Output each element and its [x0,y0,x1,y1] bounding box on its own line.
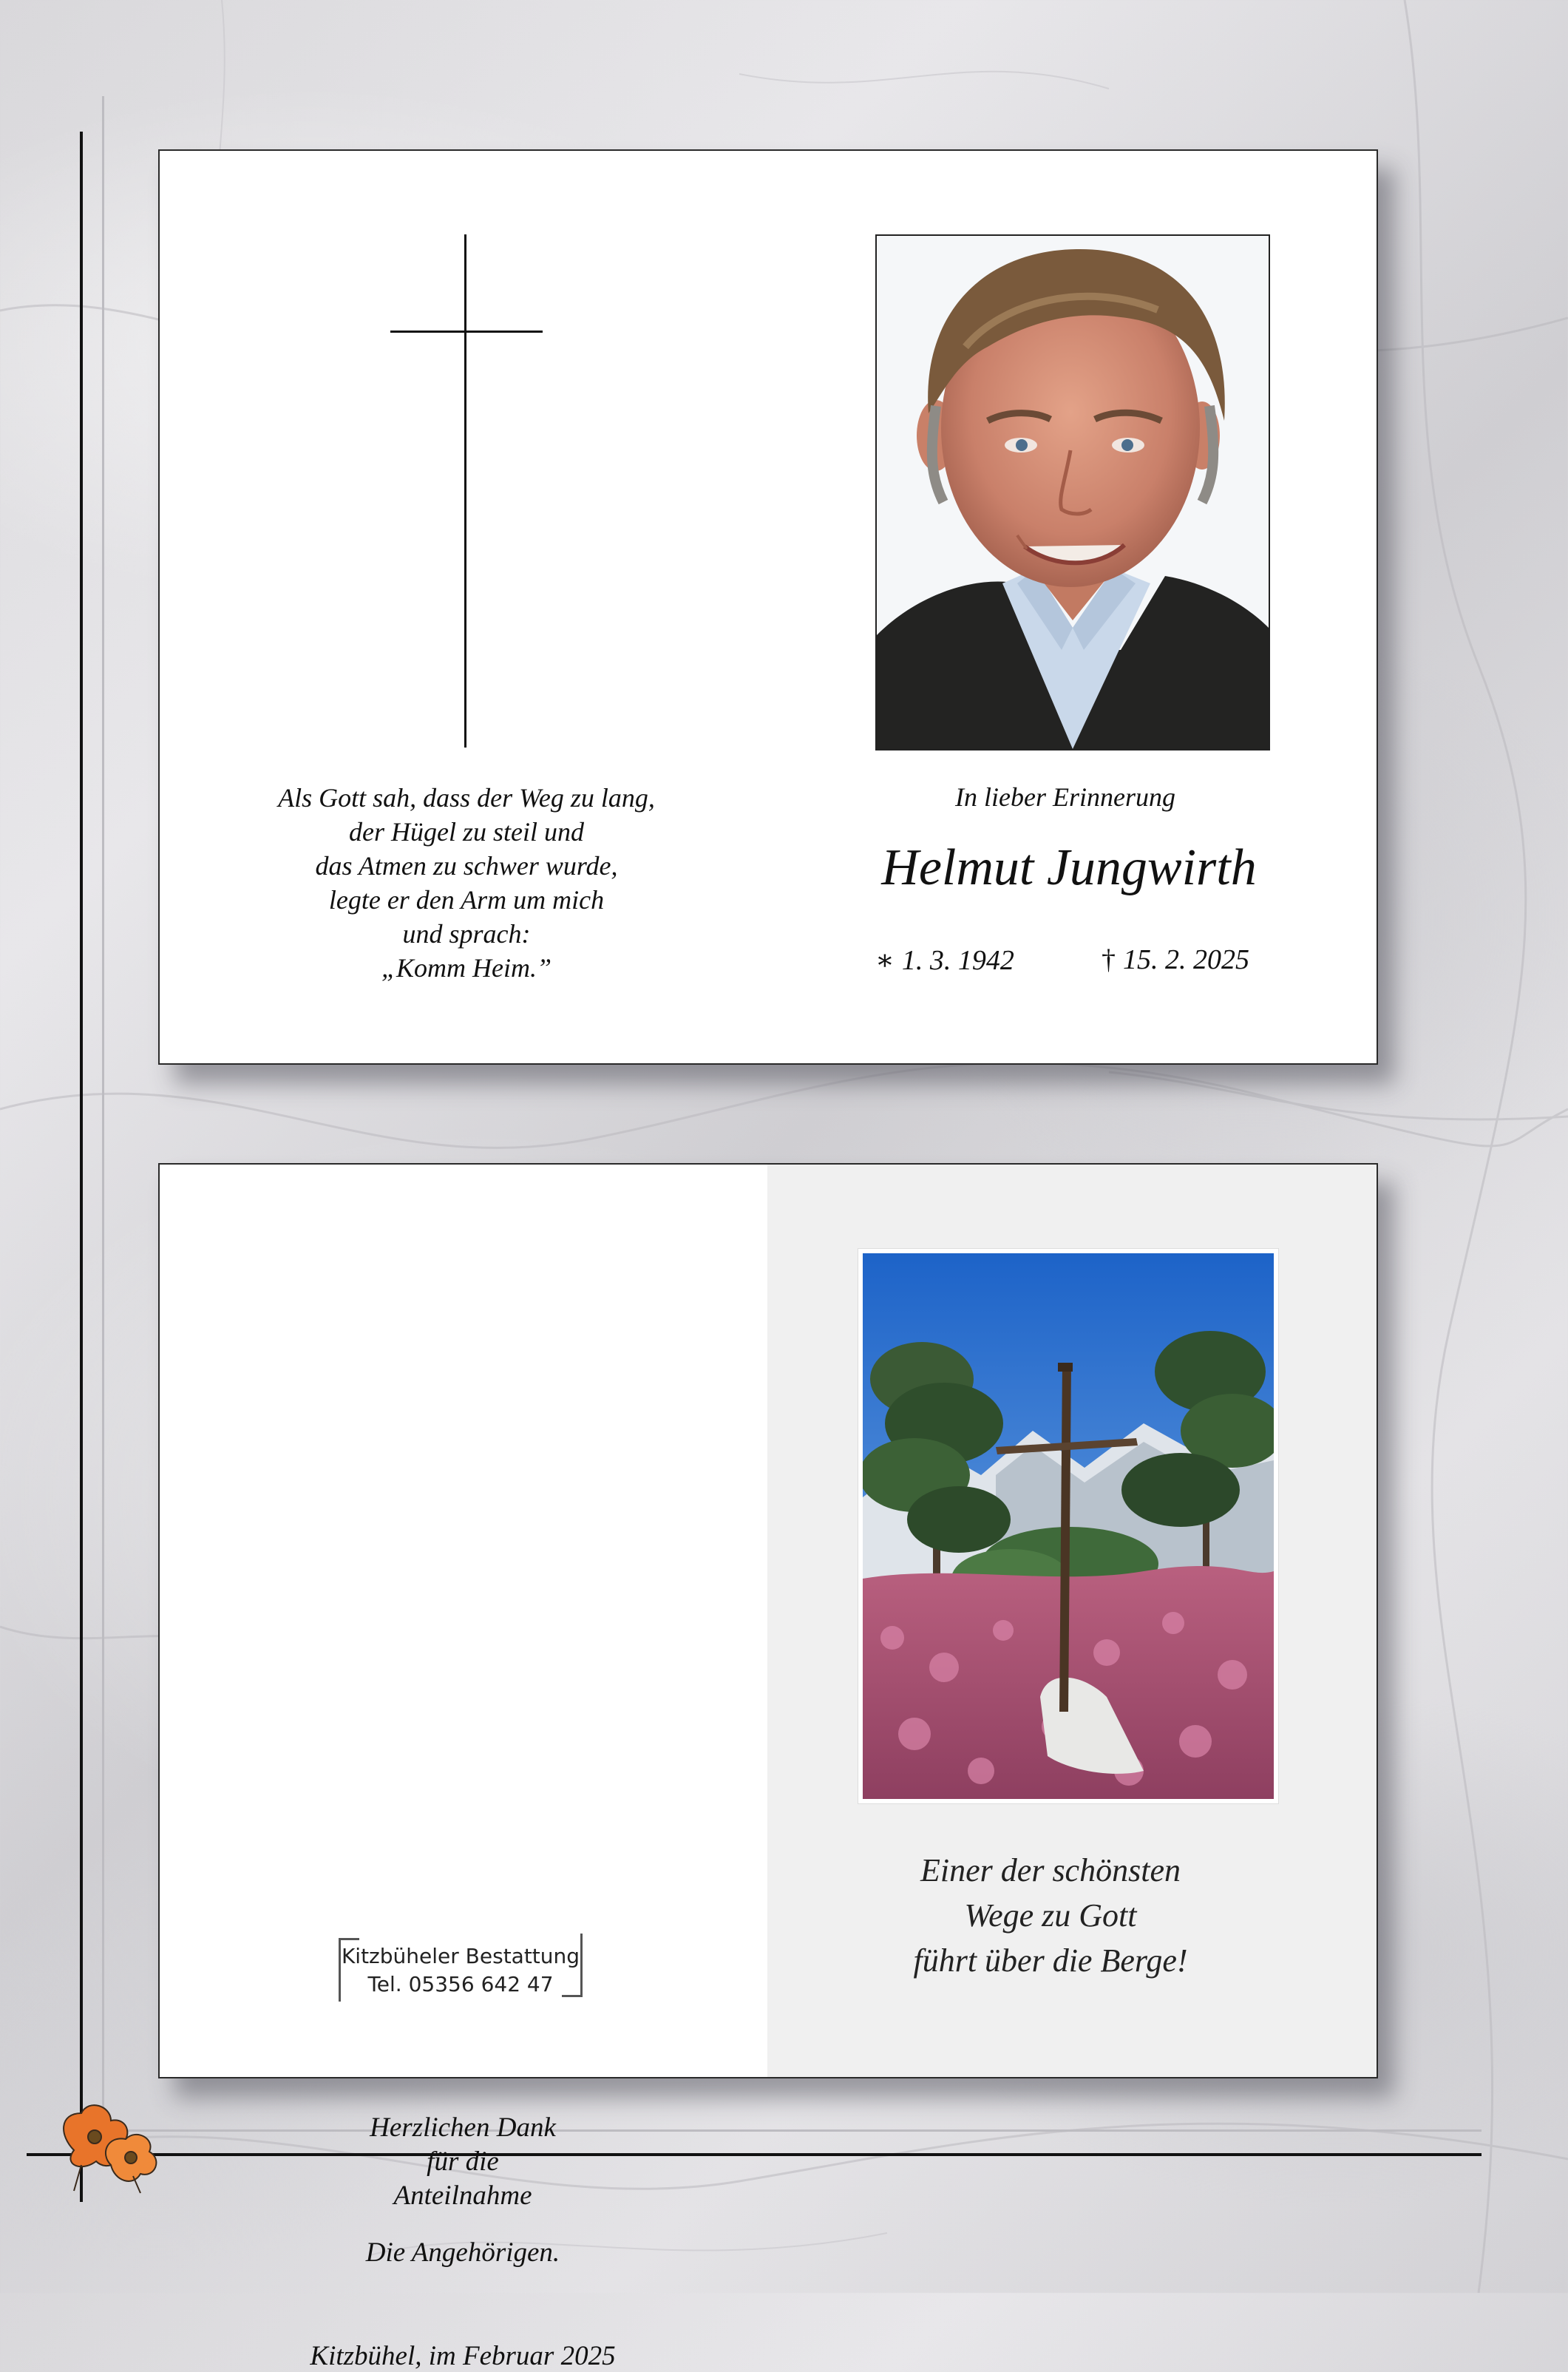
portrait-photo [875,234,1270,750]
undertaker-name: Kitzbüheler Bestattung [341,1944,580,1968]
poem-line: das Atmen zu schwer wurde, [315,851,618,881]
quote-line: führt über die Berge! [913,1942,1188,1979]
poem-line: Als Gott sah, dass der Weg zu lang, [278,783,655,813]
thanks-line: Herzlichen Dank [370,2112,556,2143]
cross-icon-bar [390,331,543,333]
signoff-text: Die Angehörigen. [365,2237,560,2268]
death-cross-icon: † [1102,944,1116,975]
poem-line: legte er den Arm um mich [328,885,605,915]
poem-line: und sprach: [402,919,531,949]
birth-star-icon: ∗ [875,945,895,976]
memory-label: In lieber Erinnerung [955,782,1175,812]
undertaker-phone: Tel. 05356 642 47 [367,1972,554,1996]
frame-horizontal-line [27,2153,1482,2156]
death-date [1102,943,1249,976]
flower-ornament-icon [30,2091,177,2195]
thanks-line: Anteilnahme [393,2180,532,2211]
cross-icon [464,234,466,748]
death-date-value: 15. 2. 2025 [1123,944,1249,975]
thanks-text [271,2111,655,2213]
mountain-cross-photo [858,1249,1278,1803]
birth-date [875,943,1014,977]
place-date-text: Kitzbühel, im Februar 2025 [310,2341,616,2371]
poem-line: der Hügel zu steil und [349,817,584,847]
quote-line: Einer der schönsten [920,1852,1181,1888]
quote-text [810,1848,1291,1983]
quote-line: Wege zu Gott [964,1897,1137,1934]
undertaker-logo [333,1934,588,2002]
poem-line: „Komm Heim.” [381,953,552,983]
frame-vertical-line [80,132,83,2202]
back-card [158,1163,1378,2371]
thanks-line: für die [427,2146,499,2177]
frame-vertical-line-light [102,96,104,2137]
front-card [158,149,1378,1065]
birth-date-value: 1. 3. 1942 [901,945,1014,976]
poem-text [234,781,699,985]
deceased-name: Helmut Jungwirth [881,839,1257,896]
